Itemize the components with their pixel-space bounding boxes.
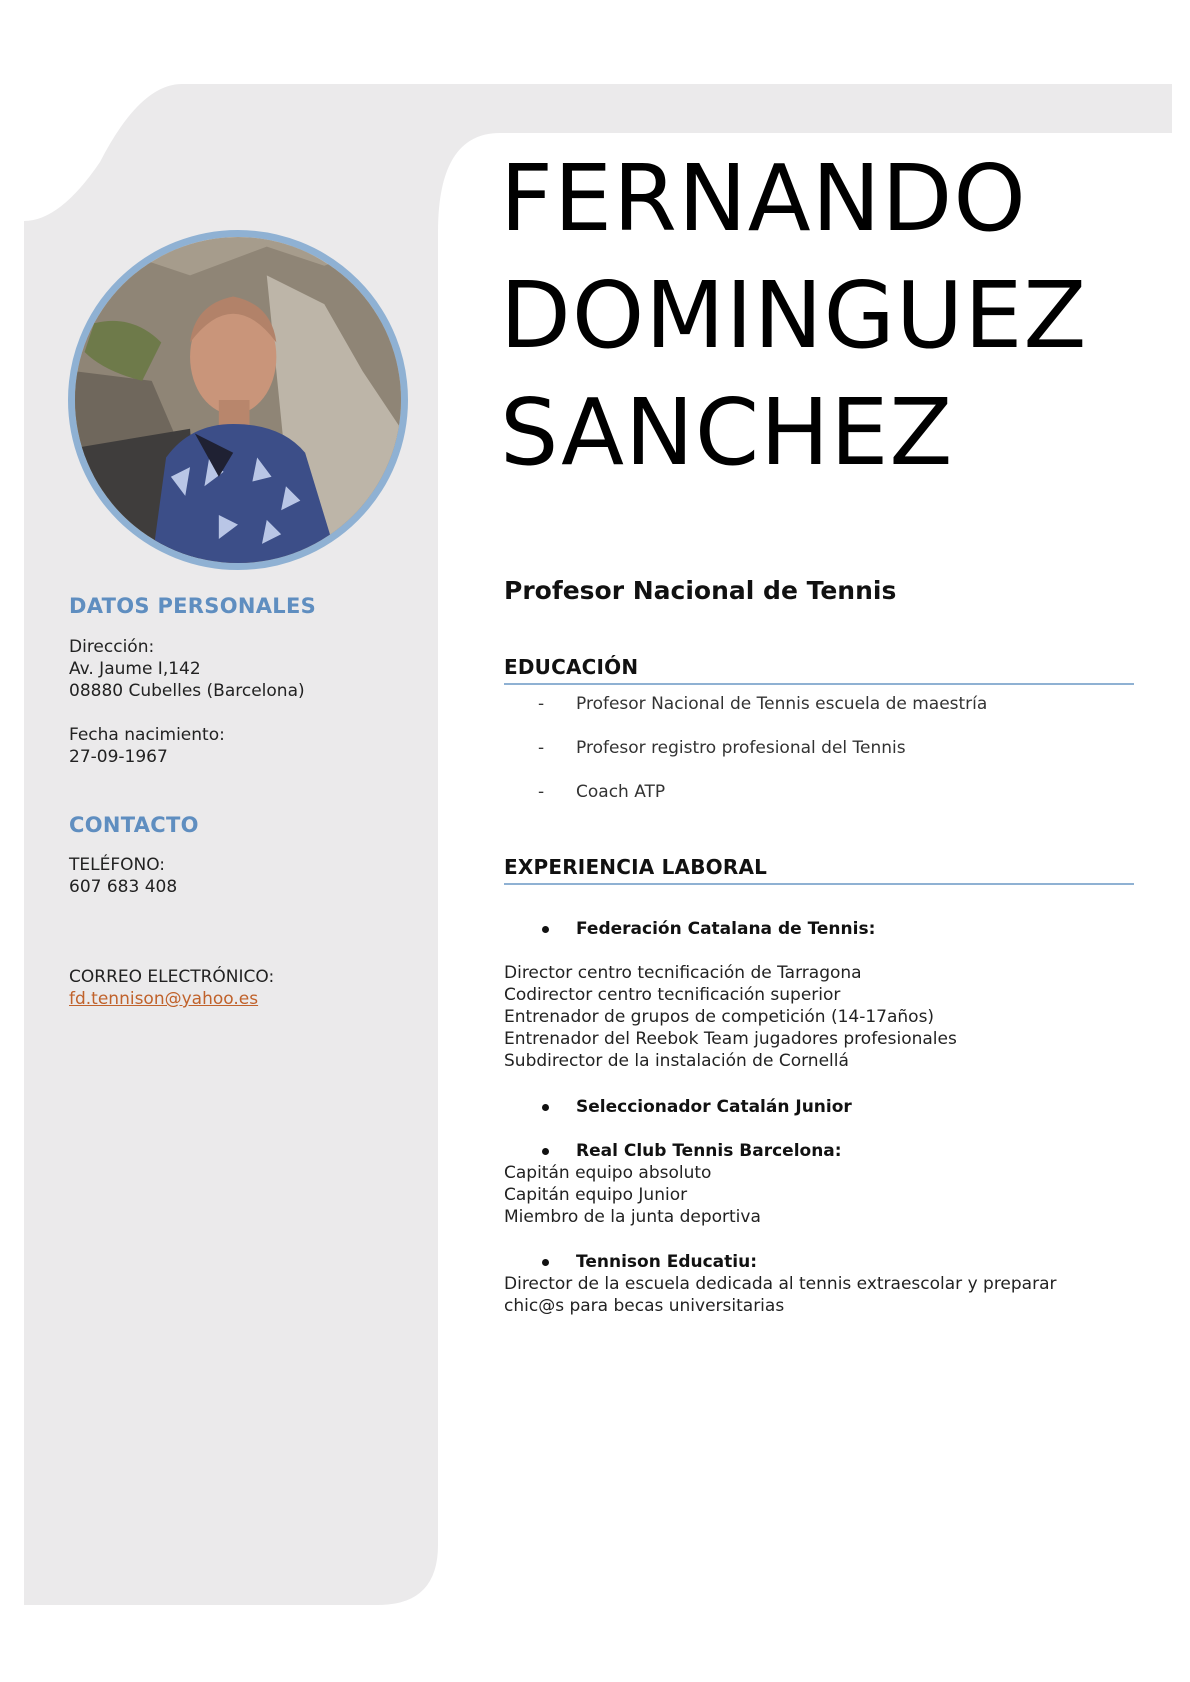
job-title-tennison: Tennison Educatiu: — [504, 1251, 1124, 1273]
address-block — [69, 636, 305, 702]
address-line-2: 08880 Cubelles (Barcelona) — [69, 681, 305, 701]
job-title-federacion: Federación Catalana de Tennis: — [504, 918, 1124, 940]
email-block — [69, 966, 274, 1010]
birth-date: 27-09-1967 — [69, 747, 168, 767]
job-title-real-club: Real Club Tennis Barcelona: — [504, 1140, 1124, 1162]
job-line: Entrenador del Reebok Team jugadores profesionales — [504, 1029, 957, 1049]
job-line: Miembro de la junta deportiva — [504, 1207, 761, 1227]
job-real-club — [504, 1140, 1124, 1228]
contact-heading: CONTACTO — [69, 813, 199, 837]
email-link[interactable]: fd.tennison@yahoo.es — [69, 989, 259, 1009]
job-line: Director centro tecnificación de Tarragona — [504, 963, 862, 983]
job-seleccionador — [504, 1096, 1124, 1118]
phone-block — [69, 854, 177, 898]
address-line-1: Av. Jaume I,142 — [69, 659, 201, 679]
job-line: Capitán equipo Junior — [504, 1185, 688, 1205]
list-item: - Coach ATP — [538, 782, 666, 802]
job-line: chic@s para becas universitarias — [504, 1296, 785, 1316]
birth-block — [69, 724, 225, 768]
experience-heading: EXPERIENCIA LABORAL — [504, 855, 1134, 885]
job-tennison — [504, 1251, 1124, 1317]
phone-number: 607 683 408 — [69, 877, 178, 897]
full-name — [500, 140, 1087, 491]
education-heading: EDUCACIÓN — [504, 655, 1134, 685]
personal-data-heading: DATOS PERSONALES — [69, 594, 317, 618]
job-federacion — [504, 918, 1124, 1072]
job-title: Profesor Nacional de Tennis — [504, 576, 897, 605]
job-title-seleccionador: Seleccionador Catalán Junior — [504, 1096, 1124, 1118]
profile-photo — [68, 230, 408, 570]
name-line-3: SANCHEZ — [500, 379, 954, 486]
job-line: Capitán equipo absoluto — [504, 1163, 712, 1183]
birth-label: Fecha nacimiento: — [69, 725, 225, 745]
name-line-1: FERNANDO — [500, 145, 1027, 252]
list-item: - Profesor registro profesional del Tennis — [538, 738, 906, 758]
list-item: - Profesor Nacional de Tennis escuela de maestría — [538, 694, 988, 714]
phone-label: TELÉFONO: — [69, 855, 166, 875]
email-label: CORREO ELECTRÓNICO: — [69, 967, 275, 987]
education-list — [504, 694, 1124, 826]
job-line: Subdirector de la instalación de Cornellá — [504, 1051, 849, 1071]
name-line-2: DOMINGUEZ — [500, 262, 1088, 369]
address-label: Dirección: — [69, 637, 155, 657]
job-line: Director de la escuela dedicada al tennis extraescolar y preparar — [504, 1274, 1057, 1294]
job-line: Entrenador de grupos de competición (14-17años) — [504, 1007, 935, 1027]
job-line: Codirector centro tecnificación superior — [504, 985, 841, 1005]
